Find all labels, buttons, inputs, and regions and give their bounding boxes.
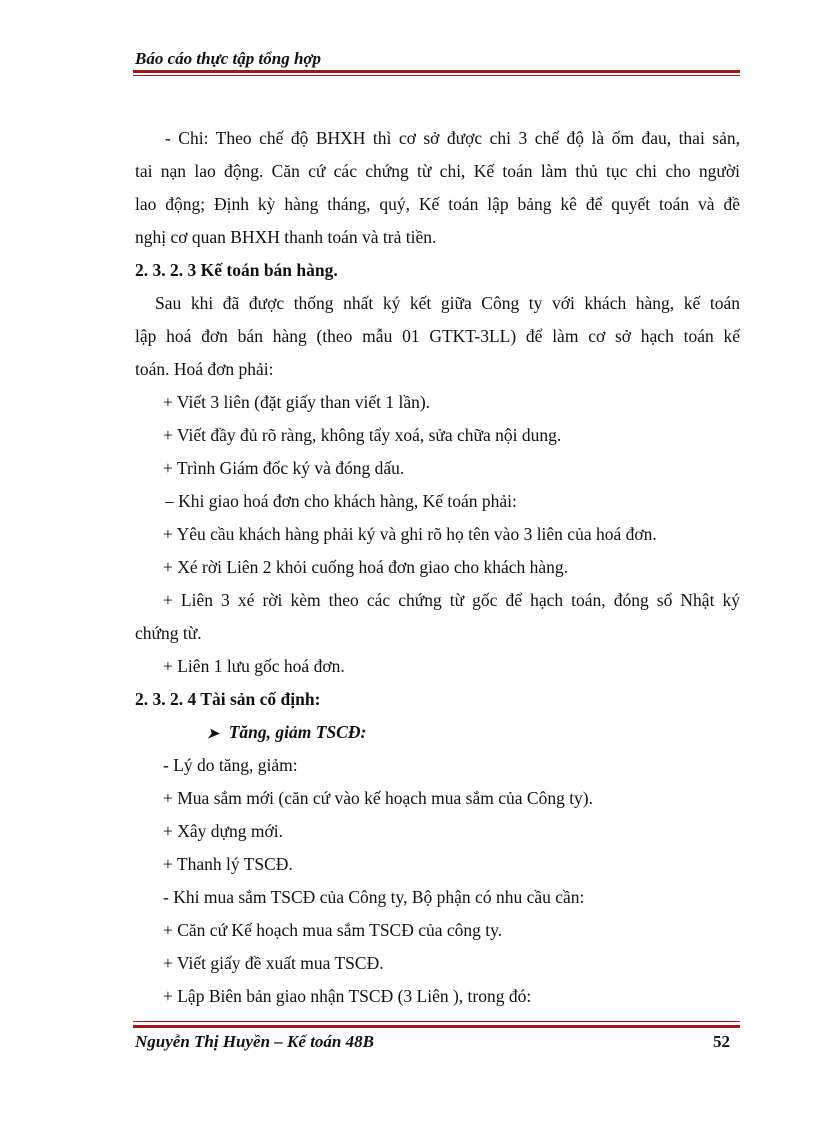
section-heading: 2. 3. 2. 4 Tài sản cố định: <box>135 689 321 709</box>
list-item: - Khi mua sắm TSCĐ của Công ty, Bộ phận có nhu cầu cần: <box>163 887 585 907</box>
list-item: + Thanh lý TSCĐ. <box>163 854 293 874</box>
page-number: 52 <box>713 1032 730 1051</box>
list-item: - Lý do tăng, giảm: <box>163 755 298 775</box>
section-heading: 2. 3. 2. 3 Kế toán bán hàng. <box>135 260 338 280</box>
arrow-bullet-icon: ➤ <box>207 727 219 742</box>
list-item: + Căn cứ Kế hoạch mua sắm TSCĐ của công ty. <box>163 920 503 940</box>
list-item: + Viết đầy đủ rõ ràng, không tẩy xoá, sửa chữa nội dung. <box>163 425 562 445</box>
paragraph-line: tai nạn lao động. Căn cứ các chứng từ chi, Kế toán làm thủ tục chi cho người <box>135 161 740 181</box>
header-rule <box>133 70 740 73</box>
list-item: + Viết giấy đề xuất mua TSCĐ. <box>163 953 384 973</box>
list-item: + Lập Biên bản giao nhận TSCĐ (3 Liên ), trong đó: <box>163 986 532 1006</box>
subsection-heading <box>207 722 366 743</box>
list-item: + Liên 1 lưu gốc hoá đơn. <box>163 656 345 676</box>
paragraph-line: lập hoá đơn bán hàng (theo mẫu 01 GTKT-3LL) để làm cơ sở hạch toán kế <box>135 326 740 346</box>
list-item: + Mua sắm mới (căn cứ vào kế hoạch mua sắm của Công ty). <box>163 788 594 808</box>
footer-rule-thin <box>133 1021 740 1022</box>
header-title: Báo cáo thực tập tổng hợp <box>135 49 322 68</box>
paragraph-line: - Chi: Theo chế độ BHXH thì cơ sở được chi 3 chế độ là ốm đau, thai sản, <box>165 128 740 148</box>
page-header <box>135 48 740 70</box>
page-footer <box>135 1032 730 1052</box>
list-item: + Yêu cầu khách hàng phải ký và ghi rõ họ tên vào 3 liên của hoá đơn. <box>163 524 657 544</box>
list-item: – Khi giao hoá đơn cho khách hàng, Kế toán phải: <box>165 491 517 511</box>
list-item: + Viết 3 liên (đặt giấy than viết 1 lần). <box>163 392 431 412</box>
paragraph-line: toán. Hoá đơn phải: <box>135 359 274 379</box>
paragraph-line: nghị cơ quan BHXH thanh toán và trả tiền. <box>135 227 437 247</box>
list-item: + Trình Giám đốc ký và đóng dấu. <box>163 458 405 478</box>
paragraph-line: Sau khi đã được thống nhất ký kết giữa Công ty với khách hàng, kế toán <box>155 293 740 313</box>
subsection-heading-label: Tăng, giảm TSCĐ: <box>228 722 367 742</box>
list-item: + Xây dựng mới. <box>163 821 283 841</box>
footer-author: Nguyễn Thị Huyền – Kế toán 48B <box>135 1032 374 1051</box>
header-rule-thin <box>133 75 740 76</box>
paragraph-line: chứng từ. <box>135 623 202 643</box>
list-item: + Xé rời Liên 2 khỏi cuống hoá đơn giao cho khách hàng. <box>163 557 569 577</box>
paragraph-line: lao động; Định kỳ hàng tháng, quý, Kế toán lập bảng kê để quyết toán và đề <box>135 194 740 214</box>
footer-rule <box>133 1025 740 1028</box>
list-item: + Liên 3 xé rời kèm theo các chứng từ gốc để hạch toán, đóng sổ Nhật ký <box>163 590 740 610</box>
